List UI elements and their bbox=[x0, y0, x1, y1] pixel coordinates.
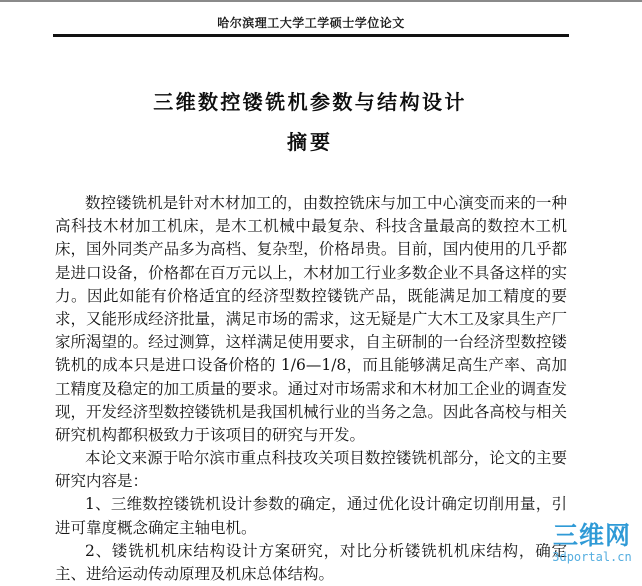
body-line: 工精度及稳定的加工质量的要求。通过对市场需求和木材加工企业的调查发 bbox=[55, 379, 567, 398]
body-line: 求，又能形成经济批量，满足市场的需求，这无疑是广大木工及家具生产厂 bbox=[55, 309, 567, 328]
body-line: 进可靠度概念确定主轴电机。 bbox=[55, 518, 257, 537]
body-line: 现，开发经济型数控镂铣机是我国机械行业的当务之急。因此各高校与相关 bbox=[55, 402, 567, 421]
header-rule bbox=[53, 34, 569, 37]
body-line: 床，国外同类产品多为高档、复杂型，价格昂贵。目前，国内使用的几乎都 bbox=[55, 240, 567, 259]
body-line: 1、三维数控镂铣机设计参数的确定，通过优化设计确定切削用量，引 bbox=[85, 495, 567, 514]
document-title: 三维数控镂铣机参数与结构设计 bbox=[153, 90, 467, 114]
watermark-logo: 三维网 bbox=[552, 521, 631, 550]
running-header: 哈尔滨理工大学工学硕士学位论文 bbox=[217, 16, 405, 30]
body-line: 数控镂铣机是针对木材加工的，由数控铣床与加工中心演变而来的一种 bbox=[85, 194, 567, 212]
body-line: 研究内容是： bbox=[55, 472, 149, 491]
body-line: 本论文来源于哈尔滨市重点科技攻关项目数控镂铣机部分，论文的主要 bbox=[85, 449, 567, 468]
watermark bbox=[542, 522, 642, 580]
watermark-url: 3dportal.cn bbox=[552, 550, 632, 564]
body-line: 是进口设备，价格都在百万元以上，木材加工行业多数企业不具备这样的实 bbox=[55, 263, 567, 282]
body-line: 家所渴望的。经过测算，这样满足使用要求，自主研制的一台经济型数控镂 bbox=[55, 333, 567, 352]
body-line: 铣机的成本只是进口设备价格的 1/6—1/8，而且能够满足高生产率、高加 bbox=[55, 356, 567, 375]
body-line: 主、进给运动传动原理及机床总体结构。 bbox=[55, 565, 335, 583]
body-line: 力。因此如能有价格适宜的经济型数控镂铣产品，既能满足加工精度的要 bbox=[55, 286, 567, 305]
body-line: 2、镂铣机机床结构设计方案研究，对比分析镂铣机机床结构，确定 bbox=[85, 541, 567, 560]
body-line: 高科技木材加工机床，是木工机械中最复杂、科技含量最高的数控木工机 bbox=[55, 217, 567, 236]
body-line: 研究机构都积极致力于该项目的研究与开发。 bbox=[55, 425, 366, 444]
top-border bbox=[0, 0, 642, 2]
section-title-abstract: 摘要 bbox=[287, 130, 333, 154]
abstract-body bbox=[55, 192, 567, 586]
